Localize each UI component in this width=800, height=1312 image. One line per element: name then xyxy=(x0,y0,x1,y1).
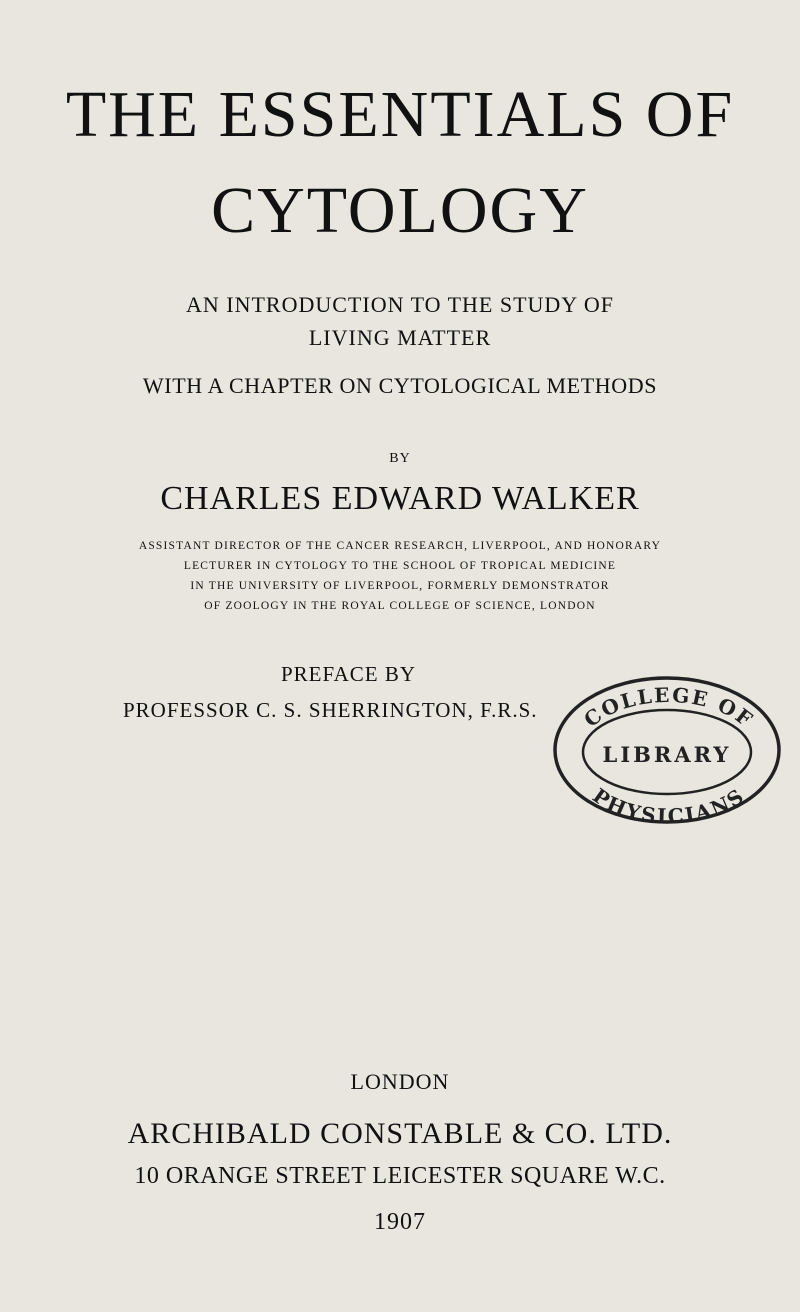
stamp-bottom-text: PHYSICIANS xyxy=(588,783,750,829)
subtitle-line-1: AN INTRODUCTION TO THE STUDY OF xyxy=(185,292,615,317)
author-name: CHARLES EDWARD WALKER xyxy=(160,480,640,517)
preface-by-label: PREFACE BY xyxy=(281,662,417,686)
subtitle-line-3: WITH A CHAPTER ON CYTOLOGICAL METHODS xyxy=(142,373,658,398)
book-title-line-2: CYTOLOGY xyxy=(211,174,589,247)
imprint-publisher: ARCHIBALD CONSTABLE & CO. LTD. xyxy=(127,1117,673,1150)
library-stamp xyxy=(548,666,786,832)
preface-author: PROFESSOR C. S. SHERRINGTON, F.R.S. xyxy=(123,698,538,722)
stamp-top-text: COLLEGE OF xyxy=(579,682,759,733)
author-credentials-line-4: OF ZOOLOGY IN THE ROYAL COLLEGE OF SCIENCE, LONDON xyxy=(204,600,596,612)
imprint-year: 1907 xyxy=(374,1209,426,1235)
stamp-middle-text: LIBRARY xyxy=(602,742,732,767)
author-credentials-line-2: LECTURER IN CYTOLOGY TO THE SCHOOL OF TROPICAL MEDICINE xyxy=(183,560,617,572)
author-credentials-line-1: ASSISTANT DIRECTOR OF THE CANCER RESEARCH, LIVERPOOL, AND HONORARY xyxy=(138,540,662,552)
subtitle-line-2: LIVING MATTER xyxy=(308,325,492,350)
imprint-city: LONDON xyxy=(350,1069,450,1094)
book-title-line-1: THE ESSENTIALS OF xyxy=(65,78,735,151)
imprint-address: 10 ORANGE STREET LEICESTER SQUARE W.C. xyxy=(134,1163,666,1189)
by-label: BY xyxy=(389,451,411,466)
author-credentials-line-3: IN THE UNIVERSITY OF LIVERPOOL, FORMERLY DEMONSTRATOR xyxy=(190,580,610,592)
svg-text:PHYSICIANS xyxy=(588,783,749,828)
